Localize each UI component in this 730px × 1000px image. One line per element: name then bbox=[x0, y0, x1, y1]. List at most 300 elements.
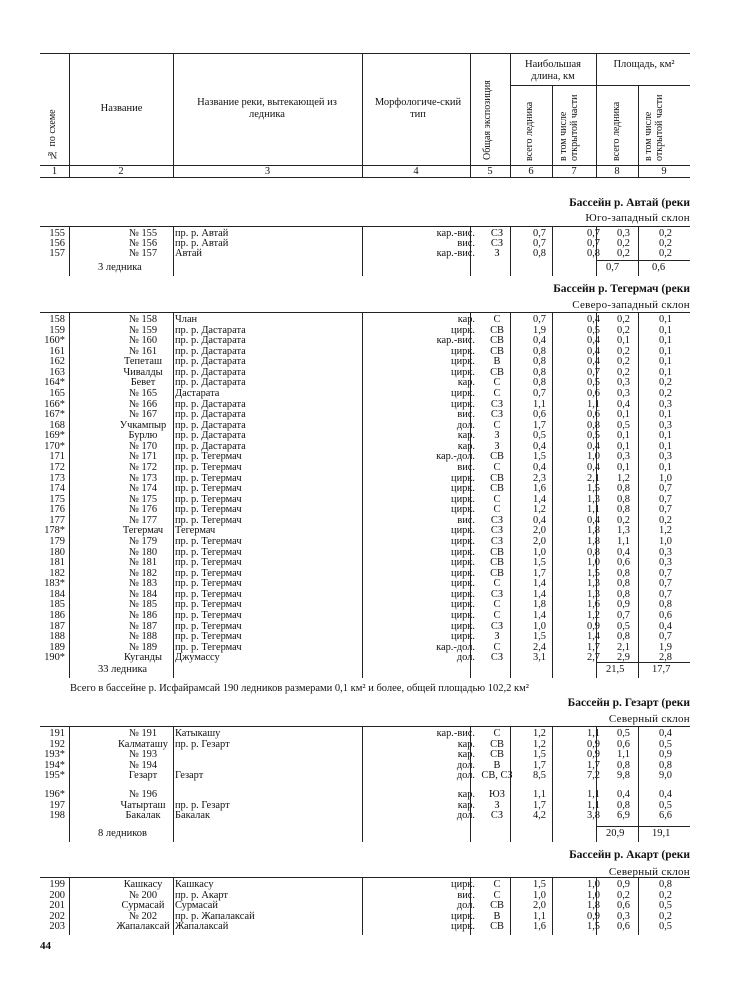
cell-glacier-name: Сурмасай bbox=[121, 900, 165, 911]
cell-length-open: 0,5 bbox=[587, 430, 600, 442]
cell-scheme-number: 156 bbox=[49, 238, 65, 250]
cell-river-name: пр. р. Дастарата bbox=[175, 335, 246, 347]
cell-river-name: пр. р. Автай bbox=[175, 228, 229, 239]
cell-river-name: пр. р. Дастарата bbox=[175, 366, 246, 378]
cell-scheme-number: 169* bbox=[44, 430, 65, 442]
cell-river-name: пр. р. Тегермач bbox=[175, 514, 242, 526]
cell-glacier-name: № 167 bbox=[128, 409, 158, 421]
cell-length-open: 1,5 bbox=[587, 567, 600, 579]
colnum-3: 3 bbox=[264, 166, 271, 177]
cell-length-total: 1,4 bbox=[533, 578, 546, 590]
cell-area-total: 0,2 bbox=[617, 889, 630, 901]
cell-scheme-number: 184 bbox=[49, 588, 65, 600]
cell-area-total: 0,2 bbox=[617, 345, 630, 357]
cell-area-open: 1,0 bbox=[659, 535, 672, 547]
cell-river-name: Сурмасай bbox=[175, 900, 218, 911]
cell-glacier-name: № 173 bbox=[128, 472, 158, 484]
cell-length-open: 0,4 bbox=[587, 356, 600, 368]
cell-morph-type: кар.-вис. bbox=[436, 728, 475, 739]
cell-area-total: 0,3 bbox=[617, 910, 630, 922]
cell-length-total: 1,4 bbox=[533, 609, 546, 621]
cell-length-total: 0,6 bbox=[533, 409, 546, 421]
cell-exposition: С bbox=[493, 641, 501, 653]
cell-morph-type: цирк. bbox=[451, 525, 475, 537]
cell-scheme-number: 183* bbox=[44, 578, 65, 590]
cell-length-open: 1,7 bbox=[587, 641, 600, 653]
cell-length-total: 1,6 bbox=[533, 921, 546, 932]
cell-area-total: 0,1 bbox=[617, 430, 630, 442]
cell-glacier-name: Учкампыр bbox=[119, 419, 167, 431]
cell-glacier-name: № 156 bbox=[128, 238, 158, 250]
cell-length-total: 2,0 bbox=[533, 900, 546, 911]
cell-scheme-number: 179 bbox=[49, 535, 65, 547]
cell-exposition: ЮЗ bbox=[489, 789, 505, 800]
cell-river-name: пр. р. Тегермач bbox=[175, 451, 242, 463]
cell-morph-type: кар.-вис. bbox=[436, 335, 475, 347]
cell-area-open: 0,1 bbox=[659, 314, 672, 325]
summary-area-total: 20,9 bbox=[606, 828, 625, 839]
cell-exposition: С bbox=[493, 314, 501, 325]
cell-length-total: 0,8 bbox=[533, 356, 546, 368]
cell-morph-type: цирк. bbox=[451, 879, 475, 890]
cell-river-name: пр. р. Тегермач bbox=[175, 588, 242, 600]
cell-morph-type: вис. bbox=[457, 889, 475, 901]
cell-glacier-name: Чивалды bbox=[123, 366, 163, 378]
cell-river-name: Дастарата bbox=[175, 387, 220, 399]
cell-area-open: 0,1 bbox=[659, 345, 672, 357]
cell-river-name: пр. р. Тегермач bbox=[175, 535, 242, 547]
cell-morph-type: цирк. bbox=[451, 366, 475, 378]
cell-exposition: СВ bbox=[490, 546, 504, 558]
cell-area-total: 0,4 bbox=[617, 398, 630, 410]
cell-area-total: 0,5 bbox=[617, 728, 630, 739]
cell-glacier-name: № 181 bbox=[128, 557, 158, 569]
cell-river-name: пр. р. Автай bbox=[175, 238, 229, 250]
cell-glacier-name: № 171 bbox=[128, 451, 158, 463]
cell-morph-type: цирк. bbox=[451, 557, 475, 569]
page-number: 44 bbox=[40, 940, 51, 952]
cell-area-open: 0,8 bbox=[659, 879, 672, 890]
cell-length-total: 2,0 bbox=[533, 535, 546, 547]
cell-morph-type: цирк. bbox=[451, 345, 475, 357]
cell-river-name: пр. р. Гезарт bbox=[175, 799, 230, 811]
cell-area-total: 9,8 bbox=[617, 770, 630, 782]
cell-river-name: Жапалаксай bbox=[175, 921, 229, 932]
cell-length-total: 1,2 bbox=[533, 504, 546, 516]
table-row bbox=[40, 922, 690, 933]
cell-area-open: 0,4 bbox=[659, 620, 672, 632]
cell-area-open: 1,0 bbox=[659, 472, 672, 484]
cell-exposition: СВ bbox=[490, 483, 504, 495]
cell-area-open: 0,1 bbox=[659, 335, 672, 347]
cell-morph-type: цирк. bbox=[451, 398, 475, 410]
cell-glacier-name: Куганды bbox=[123, 652, 163, 664]
cell-area-total: 0,2 bbox=[617, 238, 630, 250]
cell-scheme-number: 174 bbox=[49, 483, 65, 495]
cell-glacier-name: № 180 bbox=[128, 546, 158, 558]
cell-exposition: СЗ bbox=[490, 398, 504, 410]
cell-glacier-name: № 183 bbox=[128, 578, 158, 590]
cell-area-open: 0,8 bbox=[659, 759, 672, 771]
cell-exposition: СВ bbox=[490, 324, 504, 336]
cell-area-total: 1,2 bbox=[617, 472, 630, 484]
cell-length-total: 1,1 bbox=[533, 910, 546, 922]
cell-area-open: 0,7 bbox=[659, 483, 672, 495]
cell-area-total: 0,3 bbox=[617, 228, 630, 239]
cell-length-total: 1,1 bbox=[533, 398, 546, 410]
cell-glacier-name: № 184 bbox=[128, 588, 158, 600]
cell-glacier-name: № 202 bbox=[128, 910, 158, 922]
cell-morph-type: кар. bbox=[457, 314, 475, 325]
cell-length-open: 1,4 bbox=[587, 631, 600, 643]
cell-exposition: СВ bbox=[490, 567, 504, 579]
cell-area-total: 0,6 bbox=[617, 738, 630, 750]
cell-length-open: 0,4 bbox=[587, 345, 600, 357]
slope-label: Юго-западный склон bbox=[585, 212, 690, 224]
cell-river-name: пр. р. Дастарата bbox=[175, 409, 246, 421]
colnum-8: 8 bbox=[614, 166, 620, 177]
summary-area-open: 19,1 bbox=[652, 828, 671, 839]
cell-exposition: С bbox=[493, 419, 501, 431]
cell-exposition: С bbox=[493, 599, 501, 611]
cell-river-name: пр. р. Тегермач bbox=[175, 504, 242, 516]
cell-length-total: 0,8 bbox=[533, 377, 546, 389]
cell-morph-type: вис. bbox=[457, 514, 475, 526]
cell-glacier-name: № 187 bbox=[128, 620, 158, 632]
cell-length-total: 1,8 bbox=[533, 599, 546, 611]
cell-scheme-number: 203 bbox=[49, 921, 65, 932]
cell-length-total: 0,8 bbox=[533, 366, 546, 378]
cell-river-name: пр. р. Дастарата bbox=[175, 324, 246, 336]
cell-area-open: 0,4 bbox=[659, 728, 672, 739]
summary-glacier-count: 3 ледника bbox=[98, 262, 142, 273]
cell-exposition: В bbox=[493, 356, 501, 368]
cell-glacier-name: Бевет bbox=[130, 377, 156, 389]
cell-exposition: СЗ bbox=[490, 409, 504, 421]
cell-morph-type: вис. bbox=[457, 238, 475, 250]
cell-exposition: СЗ bbox=[490, 228, 504, 239]
cell-scheme-number: 193* bbox=[44, 749, 65, 761]
cell-morph-type: цирк. bbox=[451, 493, 475, 505]
cell-area-total: 2,9 bbox=[617, 652, 630, 664]
header-length-open: в том числе открытой части bbox=[558, 94, 580, 161]
cell-morph-type: кар.-дол. bbox=[436, 451, 475, 463]
cell-scheme-number: 197 bbox=[49, 799, 65, 811]
cell-scheme-number: 195* bbox=[44, 770, 65, 782]
cell-length-open: 1,3 bbox=[587, 588, 600, 600]
cell-morph-type: цирк. bbox=[451, 387, 475, 399]
cell-area-open: 2,8 bbox=[659, 652, 672, 664]
cell-river-name: пр. р. Тегермач bbox=[175, 609, 242, 621]
cell-exposition: СЗ bbox=[490, 514, 504, 526]
cell-glacier-name: Тегермач bbox=[122, 525, 164, 537]
header-name: Название bbox=[100, 103, 143, 114]
cell-length-total: 1,5 bbox=[533, 631, 546, 643]
cell-glacier-name: Калматашу bbox=[117, 738, 168, 750]
cell-length-open: 1,0 bbox=[587, 451, 600, 463]
cell-area-open: 0,3 bbox=[659, 557, 672, 569]
cell-scheme-number: 187 bbox=[49, 620, 65, 632]
cell-glacier-name: № 176 bbox=[128, 504, 158, 516]
basin-title: Бассейн р. Автай (реки bbox=[569, 197, 690, 209]
cell-exposition: СЗ bbox=[490, 588, 504, 600]
cell-area-open: 0,7 bbox=[659, 578, 672, 590]
cell-length-total: 1,6 bbox=[533, 483, 546, 495]
cell-morph-type: дол. bbox=[456, 652, 475, 664]
cell-morph-type: кар. bbox=[457, 789, 475, 800]
cell-exposition: С bbox=[493, 493, 501, 505]
cell-glacier-name: № 186 bbox=[128, 609, 158, 621]
cell-length-total: 1,4 bbox=[533, 493, 546, 505]
cell-length-open: 0,4 bbox=[587, 314, 600, 325]
cell-river-name: пр. р. Тегермач bbox=[175, 567, 242, 579]
cell-area-total: 0,6 bbox=[617, 557, 630, 569]
cell-scheme-number: 190* bbox=[44, 652, 65, 664]
cell-length-total: 0,7 bbox=[533, 238, 546, 250]
cell-glacier-name: Кашкасу bbox=[123, 879, 163, 890]
cell-morph-type: кар. bbox=[457, 738, 475, 750]
cell-length-open: 1,8 bbox=[587, 525, 600, 537]
cell-length-open: 1,5 bbox=[587, 483, 600, 495]
cell-morph-type: дол. bbox=[456, 419, 475, 431]
cell-area-total: 0,8 bbox=[617, 483, 630, 495]
cell-scheme-number: 189 bbox=[49, 641, 65, 653]
cell-area-open: 0,1 bbox=[659, 440, 672, 452]
cell-glacier-name: № 200 bbox=[128, 889, 158, 901]
cell-morph-type: дол. bbox=[456, 759, 475, 771]
cell-area-total: 0,2 bbox=[617, 356, 630, 368]
cell-morph-type: кар. bbox=[457, 440, 475, 452]
colnum-2: 2 bbox=[118, 166, 124, 177]
cell-area-open: 0,7 bbox=[659, 493, 672, 505]
cell-area-open: 0,7 bbox=[659, 504, 672, 516]
cell-length-open: 0,4 bbox=[587, 461, 600, 473]
cell-area-open: 0,2 bbox=[659, 238, 672, 250]
cell-morph-type: цирк. bbox=[451, 567, 475, 579]
cell-length-open: 0,5 bbox=[587, 324, 600, 336]
cell-length-open: 0,4 bbox=[587, 335, 600, 347]
cell-morph-type: цирк. bbox=[451, 356, 475, 368]
cell-area-open: 0,3 bbox=[659, 546, 672, 558]
cell-area-open: 0,5 bbox=[659, 900, 672, 911]
cell-glacier-name: № 174 bbox=[128, 483, 158, 495]
cell-area-open: 0,2 bbox=[659, 377, 672, 389]
cell-glacier-name: № 155 bbox=[128, 228, 158, 239]
cell-area-open: 0,1 bbox=[659, 324, 672, 336]
cell-length-open: 2,7 bbox=[587, 652, 600, 664]
header-length-group: Наибольшая длина, км bbox=[525, 59, 581, 82]
cell-scheme-number: 163 bbox=[49, 366, 65, 378]
cell-area-total: 0,8 bbox=[617, 578, 630, 590]
cell-area-total: 0,2 bbox=[617, 248, 630, 260]
cell-glacier-name: № 157 bbox=[128, 248, 158, 260]
cell-scheme-number: 173 bbox=[49, 472, 65, 484]
cell-length-total: 1,7 bbox=[533, 799, 546, 811]
cell-river-name: пр. р. Дастарата bbox=[175, 419, 246, 431]
cell-scheme-number: 180 bbox=[49, 546, 65, 558]
cell-exposition: З bbox=[494, 799, 500, 811]
cell-scheme-number: 191 bbox=[49, 728, 65, 739]
header-area-group: Площадь, км² bbox=[613, 59, 675, 70]
cell-river-name: пр. р. Тегермач bbox=[175, 493, 242, 505]
cell-area-total: 2,1 bbox=[617, 641, 630, 653]
cell-area-total: 0,9 bbox=[617, 599, 630, 611]
cell-length-open: 1,3 bbox=[587, 493, 600, 505]
cell-river-name: пр. р. Дастарата bbox=[175, 377, 246, 389]
cell-length-open: 1,3 bbox=[587, 578, 600, 590]
cell-area-open: 0,6 bbox=[659, 609, 672, 621]
cell-river-name: Кашкасу bbox=[175, 879, 214, 890]
cell-area-total: 1,3 bbox=[617, 525, 630, 537]
cell-glacier-name: № 160 bbox=[128, 335, 158, 347]
cell-area-total: 0,8 bbox=[617, 799, 630, 811]
cell-glacier-name: № 193 bbox=[128, 749, 158, 761]
cell-length-open: 1,8 bbox=[587, 535, 600, 547]
cell-exposition: СЗ bbox=[490, 652, 504, 664]
cell-area-total: 0,6 bbox=[617, 921, 630, 932]
cell-length-open: 1,1 bbox=[587, 799, 600, 811]
cell-river-name: пр. р. Акарт bbox=[175, 889, 228, 901]
slope-label: Северный склон bbox=[608, 866, 690, 878]
cell-scheme-number: 162 bbox=[49, 356, 65, 368]
cell-area-total: 0,8 bbox=[617, 567, 630, 579]
cell-river-name: пр. р. Тегермач bbox=[175, 472, 242, 484]
cell-area-total: 0,5 bbox=[617, 620, 630, 632]
cell-area-open: 0,2 bbox=[659, 514, 672, 526]
cell-morph-type: кар. bbox=[457, 749, 475, 761]
cell-glacier-name: № 185 bbox=[128, 599, 158, 611]
cell-glacier-name: № 189 bbox=[128, 641, 158, 653]
cell-length-total: 2,4 bbox=[533, 641, 546, 653]
cell-area-open: 0,1 bbox=[659, 409, 672, 421]
cell-length-total: 2,3 bbox=[533, 472, 546, 484]
cell-length-total: 1,7 bbox=[533, 567, 546, 579]
cell-area-open: 0,1 bbox=[659, 430, 672, 442]
cell-length-open: 3,8 bbox=[587, 810, 600, 822]
cell-glacier-name: Жапалаксай bbox=[116, 921, 170, 932]
cell-scheme-number: 161 bbox=[49, 345, 65, 357]
cell-morph-type: дол. bbox=[456, 770, 475, 782]
cell-morph-type: цирк. bbox=[451, 921, 475, 932]
cell-scheme-number: 168 bbox=[49, 419, 65, 431]
cell-area-total: 0,2 bbox=[617, 514, 630, 526]
cell-river-name: пр. р. Жапалаксай bbox=[175, 910, 255, 922]
cell-exposition: СЗ bbox=[490, 535, 504, 547]
table-row bbox=[40, 653, 690, 664]
cell-area-open: 0,2 bbox=[659, 387, 672, 399]
table-top-rule bbox=[40, 53, 690, 54]
colnum-9: 9 bbox=[661, 166, 667, 177]
cell-length-open: 1,1 bbox=[587, 398, 600, 410]
cell-exposition: СВ bbox=[490, 749, 504, 761]
cell-area-total: 0,2 bbox=[617, 324, 630, 336]
section-summary bbox=[40, 262, 690, 276]
cell-morph-type: цирк. bbox=[451, 546, 475, 558]
cell-length-total: 0,7 bbox=[533, 314, 546, 325]
cell-glacier-name: № 179 bbox=[128, 535, 158, 547]
cell-area-total: 0,1 bbox=[617, 440, 630, 452]
cell-glacier-name: № 170 bbox=[128, 440, 158, 452]
cell-exposition: СВ bbox=[490, 366, 504, 378]
cell-glacier-name: № 182 bbox=[128, 567, 158, 579]
cell-exposition: СЗ bbox=[490, 525, 504, 537]
cell-length-total: 1,7 bbox=[533, 759, 546, 771]
cell-area-open: 0,8 bbox=[659, 599, 672, 611]
cell-scheme-number: 199 bbox=[49, 879, 65, 890]
cell-length-open: 0,8 bbox=[587, 546, 600, 558]
cell-river-name: пр. р. Гезарт bbox=[175, 738, 230, 750]
cell-glacier-name: № 196 bbox=[128, 789, 158, 800]
cell-length-total: 1,0 bbox=[533, 546, 546, 558]
cell-area-total: 0,2 bbox=[617, 366, 630, 378]
cell-exposition: С bbox=[493, 728, 501, 739]
cell-length-total: 0,4 bbox=[533, 335, 546, 347]
cell-river-name: пр. р. Дастарата bbox=[175, 356, 246, 368]
cell-river-name: Джумассу bbox=[175, 652, 220, 664]
cell-river-name: пр. р. Тегермач bbox=[175, 599, 242, 611]
cell-glacier-name: № 172 bbox=[128, 461, 158, 473]
cell-river-name: пр. р. Тегермач bbox=[175, 461, 242, 473]
cell-length-open: 1,8 bbox=[587, 900, 600, 911]
cell-length-total: 3,1 bbox=[533, 652, 546, 664]
summary-area-total: 21,5 bbox=[606, 664, 625, 675]
cell-morph-type: цирк. bbox=[451, 631, 475, 643]
cell-length-total: 4,2 bbox=[533, 810, 546, 822]
cell-area-total: 0,8 bbox=[617, 631, 630, 643]
cell-scheme-number: 188 bbox=[49, 631, 65, 643]
cell-scheme-number: 201 bbox=[49, 900, 65, 911]
cell-area-total: 0,8 bbox=[617, 588, 630, 600]
cell-exposition: СВ bbox=[490, 900, 504, 911]
cell-morph-type: кар. bbox=[457, 430, 475, 442]
cell-length-open: 1,2 bbox=[587, 609, 600, 621]
cell-exposition: З bbox=[494, 248, 500, 260]
cell-exposition: С bbox=[493, 578, 501, 590]
cell-exposition: С bbox=[493, 504, 501, 516]
cell-river-name: Тегермач bbox=[175, 525, 216, 537]
cell-scheme-number: 194* bbox=[44, 759, 65, 771]
cell-area-open: 0,3 bbox=[659, 451, 672, 463]
cell-glacier-name: № 158 bbox=[128, 314, 158, 325]
cell-morph-type: цирк. bbox=[451, 578, 475, 590]
cell-area-open: 0,2 bbox=[659, 910, 672, 922]
cell-morph-type: цирк. bbox=[451, 472, 475, 484]
summary-area-total: 0,7 bbox=[606, 262, 620, 273]
cell-length-total: 0,7 bbox=[533, 228, 546, 239]
cell-length-open: 1,1 bbox=[587, 728, 600, 739]
colnum-4: 4 bbox=[413, 166, 419, 177]
cell-exposition: СВ bbox=[490, 451, 504, 463]
cell-area-open: 0,2 bbox=[659, 889, 672, 901]
cell-area-open: 9,0 bbox=[659, 770, 672, 782]
cell-area-total: 0,1 bbox=[617, 409, 630, 421]
cell-length-open: 0,9 bbox=[587, 749, 600, 761]
cell-area-total: 0,1 bbox=[617, 335, 630, 347]
header-exposition: Общая экспозиция bbox=[482, 80, 493, 160]
cell-scheme-number: 178* bbox=[44, 525, 65, 537]
cell-area-open: 0,1 bbox=[659, 356, 672, 368]
header-morph-type: Морфологиче-ский тип bbox=[374, 97, 462, 120]
cell-exposition: В bbox=[493, 910, 501, 922]
cell-area-total: 0,3 bbox=[617, 387, 630, 399]
cell-length-total: 0,4 bbox=[533, 440, 546, 452]
cell-length-total: 0,7 bbox=[533, 387, 546, 399]
cell-length-total: 1,0 bbox=[533, 889, 546, 901]
cell-morph-type: дол. bbox=[456, 900, 475, 911]
slope-label: Северо-западный склон bbox=[572, 299, 690, 311]
cell-scheme-number: 181 bbox=[49, 557, 65, 569]
cell-exposition: СВ bbox=[490, 921, 504, 932]
